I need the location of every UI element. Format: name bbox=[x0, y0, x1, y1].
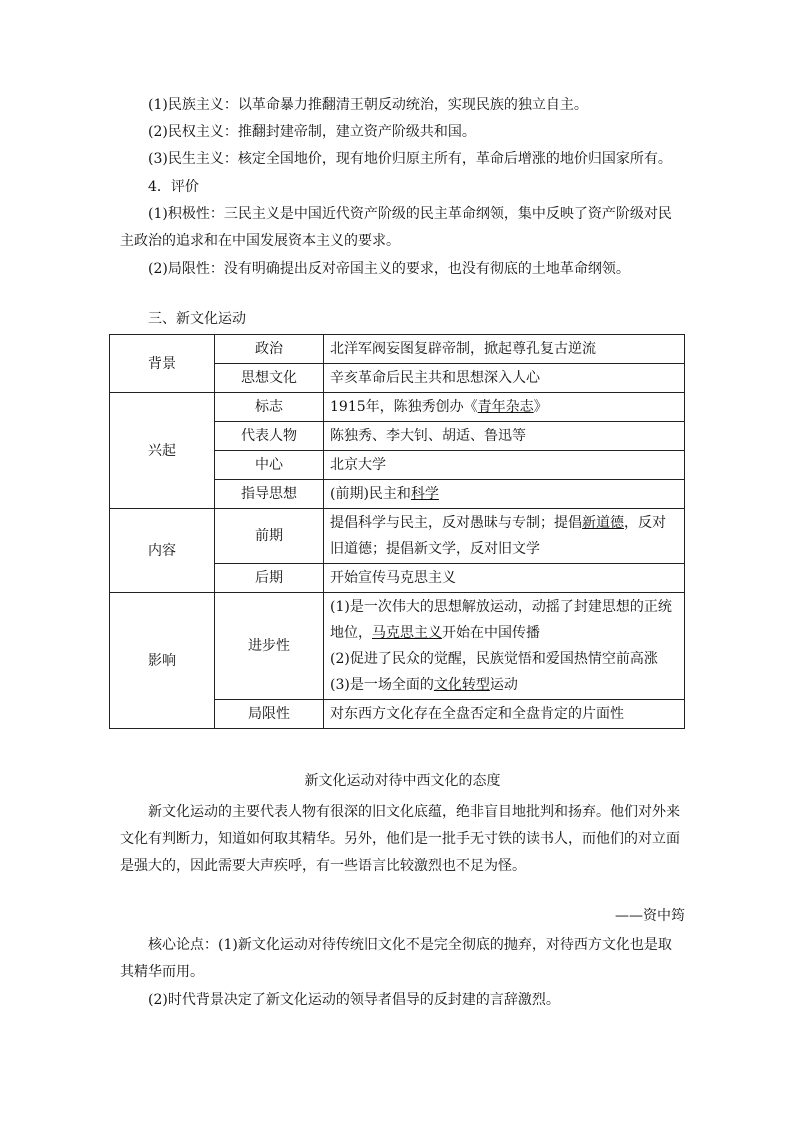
text-line: (2)促进了民众的觉醒，民族觉悟和爱国热情空前高涨 bbox=[330, 651, 658, 667]
cell-key: 代表人物 bbox=[215, 422, 324, 451]
paragraph-positive: (1)积极性：三民主义是中国近代资产阶级的民主革命纲领，集中反映了资产阶级对民主政治的追求和在中国发展资本主义的要求。 bbox=[120, 206, 672, 249]
cell-value: 北洋军阀妄图复辟帝制，掀起尊孔复古逆流 bbox=[324, 335, 685, 364]
underlined-text: 科学 bbox=[410, 486, 439, 502]
nationalism-text: ：以革命暴力推翻清王朝反动统治，实现民族的独立自主。 bbox=[223, 97, 588, 113]
underlined-text: 新道德 bbox=[582, 515, 624, 531]
material-body: 新文化运动的主要代表人物有很深的旧文化底蕴，绝非盲目地批判和扬弃。他们对外来文化有判断力，知道如何取其精华。另外，他们是一批手无寸铁的读书人，而他们的对立面是强大的，因此需要大声疾呼，有一些语言比较激烈也不足为怪。 bbox=[120, 804, 680, 874]
cell-key: 思想文化 bbox=[215, 364, 324, 393]
core-argument-2: (2)时代背景决定了新文化运动的领导者倡导的反封建的言辞激烈。 bbox=[148, 992, 560, 1008]
cell-key: 指导思想 bbox=[215, 480, 324, 509]
underlined-text: 马克思主义 bbox=[372, 625, 442, 641]
row-header-content: 内容 bbox=[110, 509, 215, 593]
cell-value bbox=[324, 593, 685, 700]
cell-key: 前期 bbox=[215, 509, 324, 564]
democracy-label: (2)民权主义 bbox=[148, 124, 224, 140]
text: ，反对旧道德；提倡新文学，反对旧文学 bbox=[330, 515, 666, 557]
text: (1)是一次伟大的思想解放运动，动摇了封建思想的正统地位， bbox=[330, 599, 672, 641]
cell-value bbox=[324, 509, 685, 564]
livelihood-text: ：核定全国地价，现有地价归原主所有，革命后增涨的地价归国家所有。 bbox=[223, 151, 672, 167]
material-source: ——资中筠 bbox=[615, 908, 685, 924]
text: 运动 bbox=[489, 677, 518, 693]
cell-value: 对东西方文化存在全盘否定和全盘肯定的片面性 bbox=[324, 700, 685, 729]
text-line bbox=[330, 672, 678, 698]
democracy-text: ：推翻封建帝制，建立资产阶级共和国。 bbox=[223, 124, 476, 140]
table-row bbox=[110, 393, 685, 422]
cell-key: 局限性 bbox=[215, 700, 324, 729]
text: (前期)民主和 bbox=[330, 486, 411, 502]
text: 提倡科学与民主，反对愚昧与专制；提倡 bbox=[330, 515, 582, 531]
paragraph-livelihood bbox=[120, 146, 685, 173]
cell-key: 标志 bbox=[215, 393, 324, 422]
underlined-text: 文化转型 bbox=[433, 677, 490, 693]
section-title: 三、新文化运动 bbox=[148, 311, 246, 327]
underlined-text: 青年杂志 bbox=[477, 399, 534, 415]
text-line bbox=[330, 594, 678, 646]
material-title: 新文化运动对待中西文化的态度 bbox=[304, 773, 501, 789]
cell-key: 政治 bbox=[215, 335, 324, 364]
row-header-influence: 影响 bbox=[110, 593, 215, 729]
cell-key: 后期 bbox=[215, 564, 324, 593]
paragraph-limitation: (2)局限性：没有明确提出反对帝国主义的要求，也没有彻底的土地革命纲领。 bbox=[148, 261, 630, 277]
table-row bbox=[110, 509, 685, 564]
cell-value: 辛亥革命后民主共和思想深入人心 bbox=[324, 364, 685, 393]
table-row bbox=[110, 335, 685, 364]
livelihood-label: (3)民生主义 bbox=[148, 151, 224, 167]
cell-value: 北京大学 bbox=[324, 451, 685, 480]
heading-evaluation: 4．评价 bbox=[148, 179, 199, 195]
row-header-rise: 兴起 bbox=[110, 393, 215, 509]
paragraph-nationalism bbox=[120, 92, 685, 119]
cell-key: 中心 bbox=[215, 451, 324, 480]
table-row bbox=[110, 593, 685, 700]
row-header-background: 背景 bbox=[110, 335, 215, 393]
core-argument-1: 核心论点：(1)新文化运动对待传统旧文化不是完全彻底的抛弃，对待西方文化也是取其精华而用。 bbox=[120, 937, 672, 980]
paragraph-democracy bbox=[120, 119, 685, 146]
cell-value bbox=[324, 393, 685, 422]
cell-value: 开始宣传马克思主义 bbox=[324, 564, 685, 593]
cell-value bbox=[324, 480, 685, 509]
text: 》 bbox=[533, 399, 548, 415]
new-culture-table bbox=[109, 334, 685, 729]
text: 1915年，陈独秀创办《 bbox=[330, 399, 478, 415]
text: 开始在中国传播 bbox=[442, 625, 540, 641]
cell-value: 陈独秀、李大钊、胡适、鲁迅等 bbox=[324, 422, 685, 451]
cell-key: 进步性 bbox=[215, 593, 324, 700]
text: (3)是一场全面的 bbox=[330, 677, 434, 693]
nationalism-label: (1)民族主义 bbox=[148, 97, 224, 113]
